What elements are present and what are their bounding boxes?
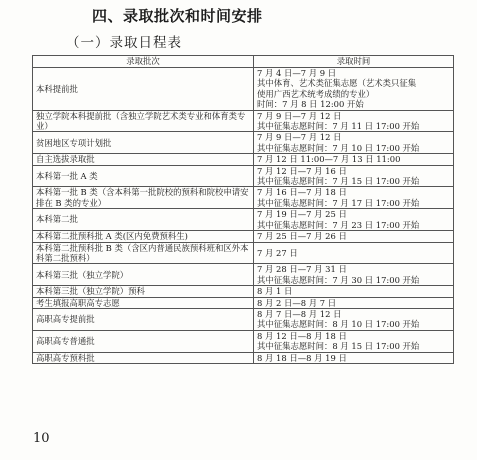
time-line: 7 月 12 日—7 月 16 日: [257, 165, 347, 176]
batch-cell: 本科第二批: [33, 209, 254, 231]
table-row: [33, 231, 454, 242]
time-line: 其中征集志愿时间：8 月 15 日 17:00 开始: [257, 341, 420, 352]
table-row: [33, 264, 454, 286]
batch-cell: 本科第二批预科批 A 类(区内免费预科生): [33, 231, 254, 242]
table-row: [33, 187, 454, 209]
header-batch: 录取批次: [33, 56, 254, 68]
time-cell: [254, 209, 454, 231]
time-line: 其中征集志愿时间：7 月 17 日 17:00 开始: [257, 197, 420, 208]
batch-cell: 本科第三批（独立学院）: [33, 264, 254, 286]
time-line: 7 月 19 日—7 月 25 日: [257, 209, 347, 220]
time-cell: [254, 187, 454, 209]
time-line: 8 月 1 日: [257, 286, 293, 297]
time-cell: [254, 110, 454, 132]
time-line: 8 月 2 日—8 月 7 日: [257, 297, 337, 308]
admission-schedule-table: [32, 55, 454, 364]
time-line: 其中体育、艺术类征集志愿（艺术类只征集: [257, 78, 417, 89]
table-body: [33, 68, 454, 364]
time-line: 7 月 25 日—7 月 26 日: [257, 231, 347, 242]
time-line: 其中征集志愿时间：7 月 11 日 17:00 开始: [257, 121, 420, 132]
table-row: [33, 110, 454, 132]
table-row: [33, 308, 454, 330]
time-line: 7 月 9 日—7 月 12 日: [257, 132, 342, 143]
time-cell: [254, 308, 454, 330]
time-cell: [254, 154, 454, 165]
time-line: 8 月 7 日—8 月 12 日: [257, 308, 342, 319]
schedule-subtitle: （一）录取日程表: [66, 35, 182, 51]
time-line: 其中征集志愿时间：7 月 23 日 17:00 开始: [257, 219, 420, 230]
time-cell: [254, 264, 454, 286]
header-time: 录取时间: [254, 56, 454, 68]
table-row: [33, 352, 454, 363]
table-row: [33, 209, 454, 231]
batch-cell: 本科第三批（独立学院）预科: [33, 286, 254, 297]
batch-cell: 本科提前批: [33, 68, 254, 111]
time-line: 8 月 12 日—8 月 18 日: [257, 330, 347, 341]
batch-cell: 本科第二批预科批 B 类（含区内普通民族预科班和区外本科第二批预科）: [33, 242, 254, 264]
time-cell: [254, 231, 454, 242]
time-line: 7 月 27 日: [257, 247, 298, 258]
table-row: [33, 286, 454, 297]
time-cell: [254, 68, 454, 111]
batch-cell: 贫困地区专项计划批: [33, 132, 254, 154]
time-line: 7 月 16 日—7 月 18 日: [257, 187, 347, 198]
table-header-row: [33, 56, 454, 68]
time-line: 7 月 4 日—7 月 9 日: [257, 68, 337, 78]
batch-cell: 高职高专普通批: [33, 330, 254, 352]
time-line: 使用广西艺术统考成绩的专业）: [257, 88, 375, 99]
time-cell: [254, 242, 454, 264]
batch-cell: 高职高专预科批: [33, 352, 254, 363]
page-number: 10: [33, 431, 50, 446]
batch-cell: 本科第一批 A 类: [33, 165, 254, 187]
batch-cell: 高职高专提前批: [33, 308, 254, 330]
table-row: [33, 68, 454, 111]
time-line: 其中征集志愿时间：8 月 10 日 17:00 开始: [257, 319, 420, 330]
table-row: [33, 165, 454, 187]
time-line: 7 月 12 日 11:00—7 月 13 日 11:00: [257, 154, 401, 165]
batch-cell: 独立学院本科提前批（含独立学院艺术类专业和体育类专业）: [33, 110, 254, 132]
time-cell: [254, 165, 454, 187]
time-cell: [254, 286, 454, 297]
time-line: 其中征集志愿时间：7 月 30 日 17:00 开始: [257, 274, 420, 285]
section-title: 四、录取批次和时间安排: [92, 7, 263, 25]
time-line: 8 月 18 日—8 月 19 日: [257, 352, 347, 363]
time-cell: [254, 352, 454, 363]
batch-cell: 考生填报高职高专志愿: [33, 297, 254, 308]
time-line: 其中征集志愿时间：7 月 15 日 17:00 开始: [257, 176, 420, 187]
batch-cell: 本科第一批 B 类（含本科第一批院校的预科和院校申请安排在 B 类的专业）: [33, 187, 254, 209]
table-row: [33, 330, 454, 352]
time-line: 7 月 28 日—7 月 31 日: [257, 264, 347, 275]
time-line: 时间：7 月 8 日 12:00 开始: [257, 99, 364, 110]
table-row: [33, 297, 454, 308]
table-row: [33, 132, 454, 154]
time-line: 7 月 9 日—7 月 12 日: [257, 110, 342, 121]
time-cell: [254, 297, 454, 308]
table-row: [33, 242, 454, 264]
batch-cell: 自主选拔录取批: [33, 154, 254, 165]
time-line: 其中征集志愿时间：7 月 10 日 17:00 开始: [257, 142, 420, 153]
time-cell: [254, 132, 454, 154]
time-cell: [254, 330, 454, 352]
table-row: [33, 154, 454, 165]
